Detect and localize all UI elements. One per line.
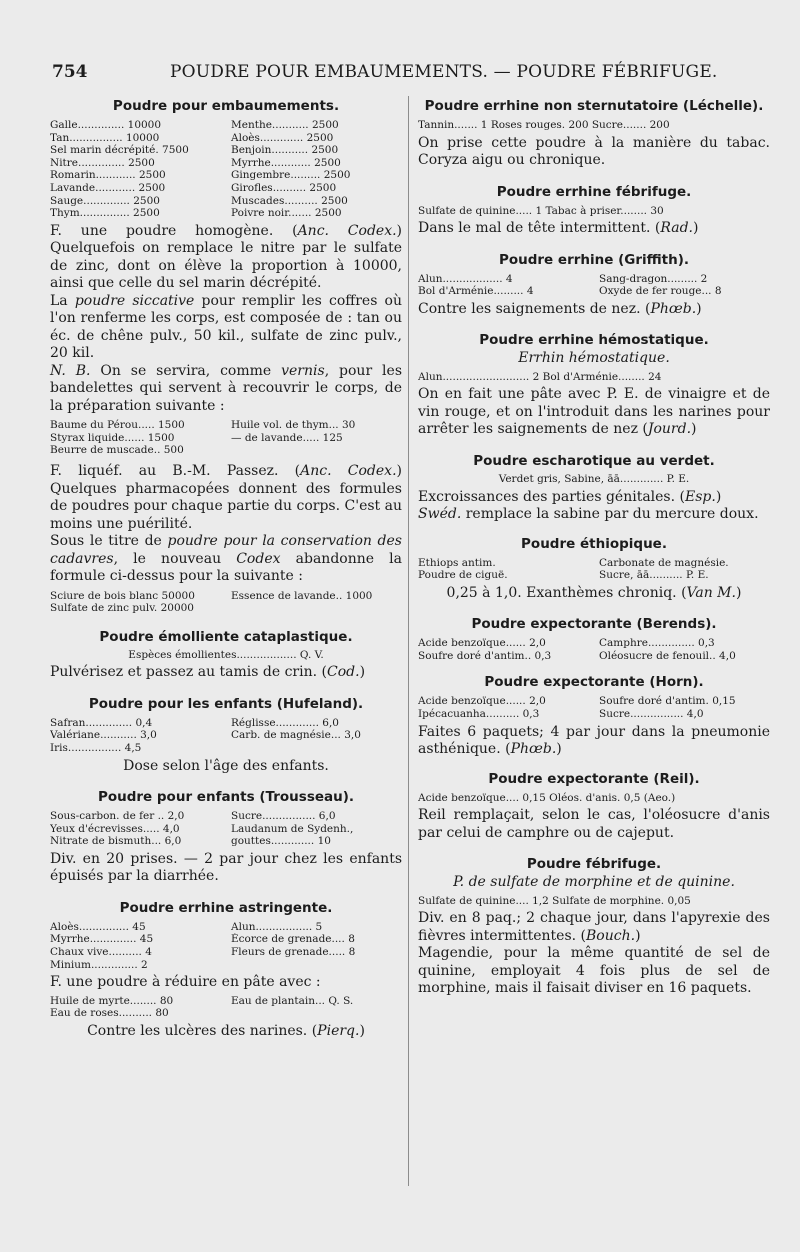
- table-row: [50, 119, 402, 132]
- table-row: [50, 444, 402, 457]
- ingredient: Réglisse............. 6,0: [231, 716, 339, 729]
- ingredient: Valériane........... 3,0: [50, 729, 157, 742]
- ingredient: Yeux d'écrevisses..... 4,0: [50, 822, 180, 835]
- ingredient: Eau de plantain... Q. S.: [231, 994, 354, 1007]
- table-row: [50, 590, 402, 603]
- ingredient: Sous-carbon. de fer .. 2,0: [50, 810, 185, 823]
- ingredient: Romarin............ 2500: [50, 169, 166, 182]
- formula-table: [418, 637, 770, 662]
- ingredient: Camphre.............. 0,3: [599, 637, 715, 650]
- paragraph: Div. en 8 paq.; 2 chaque jour, dans l'apyrexie des fièvres intermittentes. (Bouch.): [418, 910, 770, 944]
- ingredient: Ipécacuanha.......... 0,3: [418, 708, 540, 721]
- table-row: [50, 182, 402, 195]
- ingredient: Sucre................ 4,0: [599, 708, 704, 721]
- ingredient: Gingembre......... 2500: [231, 169, 351, 182]
- table-row: [418, 557, 770, 570]
- section-title: Poudre pour enfants (Trousseau).: [97, 789, 355, 806]
- table-row: [50, 823, 402, 836]
- ingredient: Sucre, āā.......... P. E.: [599, 569, 709, 582]
- paragraph: Contre les ulcères des narines. (Pierq.): [87, 1022, 365, 1039]
- ingredient: Aloès............. 2500: [231, 131, 334, 144]
- paragraph: Reil remplaçait, selon le cas, l'oléosucre d'anis par celui de camphre ou de cajeput.: [418, 807, 770, 841]
- paragraph: Dose selon l'âge des enfants.: [123, 757, 329, 774]
- ingredient: Baume du Pérou..... 1500: [50, 419, 185, 432]
- section-title: Poudre errhine astringente.: [119, 899, 333, 916]
- formula-line: Alun.......................... 2 Bol d'Arménie........ 24: [418, 370, 662, 383]
- ingredient: Poudre de ciguë.: [418, 569, 508, 582]
- formula-table: [50, 717, 402, 755]
- table-row: [50, 933, 402, 946]
- ingredient: Myrrhe............ 2500: [231, 156, 341, 169]
- formula-line: Verdet gris, Sabine, āā............. P. E.: [498, 472, 690, 485]
- ingredient: Alun................. 5: [231, 920, 323, 933]
- formula-line: Espèces émollientes.................. Q. V.: [128, 648, 324, 661]
- ingredient: Laudanum de Sydenh.,: [231, 822, 354, 835]
- ingredient: Chaux vive.......... 4: [50, 946, 152, 959]
- table-row: [418, 273, 770, 286]
- table-row: [50, 729, 402, 742]
- ingredient: Ethiops antim.: [418, 556, 496, 569]
- section-title: Poudre éthiopique.: [521, 535, 667, 552]
- ingredient: Thym............... 2500: [50, 207, 160, 220]
- ingredient: Myrrhe.............. 45: [50, 933, 154, 946]
- ingredient: Aloès............... 45: [50, 920, 146, 933]
- formula-table: [50, 419, 402, 457]
- table-row: [50, 1007, 402, 1020]
- section-title: Poudre émolliente cataplastique.: [99, 628, 353, 645]
- column-divider: [408, 96, 409, 1186]
- section-title: Poudre expectorante (Reil).: [488, 770, 700, 787]
- formula-table: [418, 695, 770, 720]
- section-title: Poudre errhine hémostatique.: [479, 332, 709, 349]
- table-row: [50, 169, 402, 182]
- ingredient: Acide benzoïque...... 2,0: [418, 637, 546, 650]
- ingredient: Eau de roses.......... 80: [50, 1007, 169, 1020]
- ingredient: Tan................ 10000: [50, 131, 160, 144]
- ingredient: [221, 959, 402, 972]
- ingredient: [221, 444, 402, 457]
- ingredient: Sauge.............. 2500: [50, 194, 160, 207]
- formula-line: Sulfate de quinine..... 1 Tabac à priser........ 30: [418, 204, 664, 217]
- paragraph: Excroissances des parties génitales. (Esp.) Swéd. remplace la sabine par du mercure doux.: [418, 488, 759, 523]
- table-row: [50, 810, 402, 823]
- ingredient: gouttes............. 10: [231, 835, 331, 848]
- ingredient: Oléosucre de fenouil.. 4,0: [599, 649, 736, 662]
- formula-table: [50, 590, 402, 615]
- section-title: Poudre escharotique au verdet.: [473, 452, 715, 469]
- table-row: [418, 637, 770, 650]
- table-row: [50, 432, 402, 445]
- ingredient: Sulfate de zinc pulv. 20000: [50, 602, 194, 615]
- right-column: [418, 96, 770, 998]
- table-row: [50, 207, 402, 220]
- paragraph: La poudre siccative pour remplir les coffres où l'on renferme les corps, est composée de : tan ou éc. de chêne pulv., 50 kil., sulfate de zinc pulv., 20 kil.: [50, 292, 403, 362]
- ingredient: Essence de lavande.. 1000: [231, 589, 373, 602]
- ingredient: Écorce de grenade.... 8: [231, 933, 355, 946]
- ingredient: [221, 742, 402, 755]
- ingredient: Sucre................ 6,0: [231, 810, 336, 823]
- paragraph: Contre les saignements de nez. (Phœb.): [418, 300, 702, 317]
- table-row: [50, 419, 402, 432]
- formula-table: [50, 995, 402, 1020]
- table-row: [418, 285, 770, 298]
- ingredient: Alun.................. 4: [418, 272, 513, 285]
- ingredient: Fleurs de grenade..... 8: [231, 946, 356, 959]
- formula-line: Acide benzoïque.... 0,15 Oléos. d'anis. 0,5 (Aeo.): [418, 791, 676, 804]
- ingredient: Minium.............. 2: [50, 958, 148, 971]
- paragraph: Sous le titre de poudre pour la conservation des cadavres, le nouveau Codex abandonne la formule ci-dessus pour la suivante :: [50, 533, 402, 585]
- section-title: Poudre errhine fébrifuge.: [496, 183, 692, 200]
- ingredient: Muscades.......... 2500: [231, 194, 348, 207]
- ingredient: Girofles.......... 2500: [231, 181, 337, 194]
- formula-table: [50, 119, 402, 220]
- running-title: POUDRE POUR EMBAUMEMENTS. — POUDRE FÉBRIFUGE.: [170, 62, 718, 82]
- section-title: Poudre pour embaumements.: [112, 98, 340, 114]
- section-title: Poudre pour les enfants (Hufeland).: [88, 695, 364, 712]
- table-row: [50, 144, 402, 157]
- ingredient: Soufre doré d'antim. 0,15: [599, 695, 736, 708]
- table-row: [50, 132, 402, 145]
- paragraph: On prise cette poudre à la manière du tabac. Coryza aigu ou chronique.: [418, 134, 770, 169]
- paragraph: Faites 6 paquets; 4 par jour dans la pneumonie asthénique. (Phœb.): [418, 723, 770, 758]
- table-row: [50, 835, 402, 848]
- formula-line: Tannin....... 1 Roses rouges. 200 Sucre....... 200: [418, 119, 670, 131]
- ingredient: Acide benzoïque...... 2,0: [418, 695, 546, 708]
- paragraph: Dans le mal de tête intermittent. (Rad.): [418, 220, 699, 237]
- paragraph: F. liquéf. au B.-M. Passez. (Anc. Codex.) Quelques pharmacopées donnent des formules de poudres pour chaque partie du corps. C'est au moins une puérilité.: [50, 463, 402, 532]
- ingredient: Nitre.............. 2500: [50, 156, 155, 169]
- table-row: [50, 195, 402, 208]
- section-subtitle: Errhin hémostatique.: [518, 350, 670, 367]
- table-row: [418, 695, 770, 708]
- ingredient: Iris................ 4,5: [50, 742, 142, 754]
- table-row: [418, 569, 770, 582]
- table-row: [418, 650, 770, 663]
- ingredient: Soufre doré d'antim.. 0,3: [418, 649, 552, 662]
- section-title: Poudre errhine (Griffith).: [498, 251, 690, 268]
- formula-table: [50, 921, 402, 971]
- running-header: [52, 62, 752, 84]
- ingredient: Menthe........... 2500: [231, 119, 339, 131]
- section-title: Poudre fébrifuge.: [526, 856, 662, 873]
- table-row: [50, 602, 402, 615]
- paragraph: Magendie, pour la même quantité de sel de quinine, employait 4 fois plus de sel de morphine, mais il faisait diviser en 16 paquets.: [418, 945, 770, 997]
- formula-table: [418, 557, 770, 582]
- ingredient: Safran.............. 0,4: [50, 716, 153, 729]
- ingredient: Styrax liquide...... 1500: [50, 431, 175, 444]
- paragraph: Div. en 20 prises. — 2 par jour chez les enfants épuisés par la diarrhée.: [50, 850, 402, 885]
- ingredient: Carb. de magnésie... 3,0: [231, 729, 361, 742]
- section-title: Poudre expectorante (Horn).: [484, 674, 704, 691]
- formula-table: [50, 810, 402, 848]
- ingredient: — de lavande..... 125: [231, 431, 343, 444]
- ingredient: Galle.............. 10000: [50, 119, 162, 131]
- paragraph: Pulvérisez et passez au tamis de crin. (Cod.): [50, 664, 366, 681]
- paragraph: F. une poudre à réduire en pâte avec :: [50, 974, 321, 991]
- ingredient: Bol d'Arménie......... 4: [418, 285, 534, 298]
- ingredient: Oxyde de fer rouge... 8: [599, 285, 722, 298]
- ingredient: Carbonate de magnésie.: [599, 556, 729, 569]
- ingredient: Sel marin décrépité. 7500: [50, 144, 189, 157]
- paragraph: On en fait une pâte avec P. E. de vinaigre et de vin rouge, et on l'introduit dans les narines pour arrêter les saignements de nez (Jourd.): [418, 386, 770, 438]
- ingredient: Huile vol. de thym... 30: [231, 419, 356, 432]
- ingredient: Poivre noir....... 2500: [231, 207, 342, 220]
- section-subtitle: P. de sulfate de morphine et de quinine.: [453, 874, 735, 891]
- section-title: Poudre errhine non sternutatoire (Léchelle).: [424, 98, 764, 114]
- table-row: [50, 921, 402, 934]
- ingredient: Beurre de muscade.. 500: [50, 444, 184, 457]
- ingredient: [221, 1007, 402, 1020]
- table-row: [50, 946, 402, 959]
- table-row: [50, 742, 402, 755]
- table-row: [50, 717, 402, 730]
- ingredient: [221, 602, 402, 615]
- ingredient: Sang-dragon......... 2: [599, 272, 708, 285]
- paragraph: N. B. On se servira, comme vernis, pour les bandelettes qui servent à recouvrir le corps, de la préparation suivante :: [50, 362, 402, 414]
- table-row: [50, 959, 402, 972]
- page-number: 754: [52, 62, 88, 82]
- formula-table: [418, 273, 770, 298]
- paragraph: 0,25 à 1,0. Exanthèmes chroniq. (Van M.): [446, 584, 742, 601]
- ingredient: Sciure de bois blanc 50000: [50, 589, 195, 602]
- formula-line: Sulfate de quinine.... 1,2 Sulfate de morphine. 0,05: [418, 894, 691, 907]
- paragraph: F. une poudre homogène. (Anc. Codex.) Quelquefois on remplace le nitre par le sulfate de zinc, dont on élève la proportion à 10000, ainsi que celle du sel marin décrépité.: [50, 222, 403, 292]
- table-row: [50, 157, 402, 170]
- ingredient: Huile de myrte........ 80: [50, 994, 174, 1007]
- table-row: [418, 708, 770, 721]
- table-row: [50, 995, 402, 1008]
- ingredient: Lavande............ 2500: [50, 181, 166, 194]
- left-column: [50, 96, 402, 1040]
- ingredient: Benjoin........... 2500: [231, 144, 339, 157]
- section-title: Poudre expectorante (Berends).: [471, 616, 717, 633]
- ingredient: Nitrate de bismuth... 6,0: [50, 835, 182, 848]
